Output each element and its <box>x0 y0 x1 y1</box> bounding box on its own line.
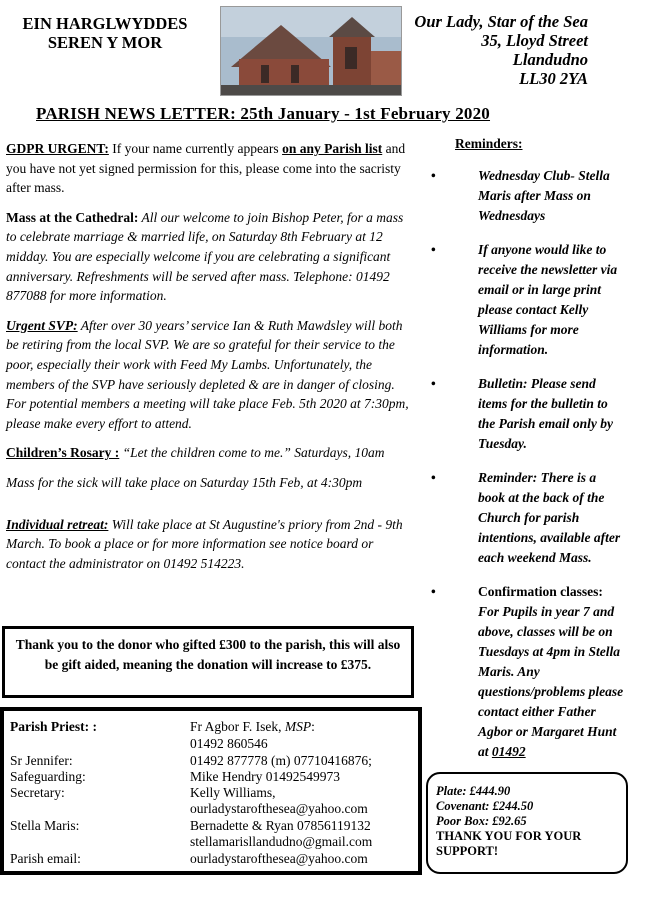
donor-thanks-box: Thank you to the donor who gifted £300 to the parish, this will also be gift aided, meaning the donation will increase to £375. <box>2 626 414 698</box>
safeguarding-value: Mike Hendry 01492549973 <box>190 769 340 784</box>
address-line1: Our Lady, Star of the Sea <box>414 12 588 31</box>
svp-article <box>6 316 416 434</box>
priest-value: Fr Agbor F. Isek, MSP: <box>190 719 315 734</box>
welsh-name-line1: EIN HARGLWYDDES <box>22 14 188 33</box>
reminder-item: • Wednesday Club- Stella Maris after Mass on Wednesdays <box>431 168 610 223</box>
gdpr-article <box>6 139 416 198</box>
cathedral-article <box>6 208 416 306</box>
address-line4: LL30 2YA <box>519 69 588 88</box>
welsh-name-line2: SEREN Y MOR <box>47 33 163 52</box>
sick-mass-article: Mass for the sick will take place on Saturday 15th Feb, at 4:30pm <box>6 474 363 490</box>
reminder-item: • Bulletin: Please send items for the bulletin to the Parish email only by Tuesday. <box>431 376 613 451</box>
newsletter-title: PARISH NEWS LETTER: 25th January - 1st February 2020 <box>36 104 491 123</box>
stella-maris-label: Stella Maris: <box>10 818 80 833</box>
priest-phone: 01492 860546 <box>190 736 268 751</box>
bullet-icon: • <box>431 376 436 391</box>
church-photo <box>220 6 402 96</box>
bullet-icon: • <box>431 168 436 183</box>
poor-box-collection: Poor Box: £92.65 <box>436 814 527 828</box>
retreat-heading: Individual retreat: <box>6 516 109 532</box>
welsh-parish-name <box>0 14 210 52</box>
collections-box <box>426 772 628 874</box>
covenant-collection: Covenant: £244.50 <box>436 799 534 813</box>
stella-maris-email[interactable]: stellamarisllandudno@gmail.com <box>190 834 373 849</box>
safeguarding-label: Safeguarding: <box>10 769 86 784</box>
priest-label: Parish Priest: : <box>10 719 97 734</box>
address-line3: Llandudno <box>512 50 588 69</box>
rosary-text: “Let the children come to me.” Saturdays, 10am <box>119 445 385 461</box>
rosary-article <box>6 443 416 463</box>
reminders-title: Reminders: <box>455 136 523 151</box>
svp-heading: Urgent SVP: <box>6 317 78 333</box>
confirmation-phone: 01492 <box>491 744 526 759</box>
parish-email-label: Parish email: <box>10 851 81 866</box>
retreat-text: Will take place at St Augustine's priory from 2nd - 9th March. To book a place or for more information see notice board or contact the administrator on 01492 514223. <box>6 516 403 571</box>
gdpr-text-c: and you have not yet signed permission for this, please come into the sacristy after mass. <box>6 141 406 196</box>
bullet-icon: • <box>431 242 436 257</box>
gdpr-text-a: If your name currently appears <box>108 141 283 156</box>
cathedral-heading: Mass at the Cathedral: <box>6 209 139 225</box>
reminders-list <box>428 166 624 776</box>
articles-column <box>6 139 416 583</box>
address-line2: 35, Lloyd Street <box>481 31 588 50</box>
jennifer-label: Sr Jennifer: <box>10 753 73 768</box>
reminder-item: • If anyone would like to receive the newsletter via email or in large print please contact Kelly Williams for more information. <box>431 242 618 357</box>
gdpr-heading: GDPR URGENT: <box>6 141 109 156</box>
retreat-article <box>6 515 416 574</box>
reminder-item-confirmation <box>428 582 624 762</box>
rosary-heading: Children’s Rosary : <box>6 445 120 461</box>
stella-maris-value: Bernadette & Ryan 07856119132 <box>190 818 371 833</box>
parish-contacts-box <box>0 707 422 875</box>
secretary-email[interactable]: ourladystarofthesea@yahoo.com <box>190 801 368 816</box>
support-thanks: THANK YOU FOR YOUR SUPPORT! <box>436 829 582 858</box>
confirmation-heading: Confirmation classes: <box>478 584 603 599</box>
cathedral-text: All our welcome to join Bishop Peter, for a mass to celebrate marriage & married life, on Saturday 8th February at 12 midday. You are especially welcome if you are celebrating a significant anniversary. Refreshments will be served after mass. Telephone: 01492 877088 for more information. <box>6 209 404 304</box>
svp-text: After over 30 years’ service Ian & Ruth Mawdsley will both be retiring from the local SVP. We are so grateful for their service to the poor, especially their work with Feed My Lambs. Unfortunately, the members of the SVP have seriously depleted & are in danger of closing. For potential members a meeting will take place Feb. 5th 2020 at 7:30pm, please make every effort to attend. <box>6 317 409 431</box>
bullet-icon: • <box>431 470 436 485</box>
plate-collection: Plate: £444.90 <box>436 784 511 798</box>
confirmation-text: For Pupils in year 7 and above, classes will be on Tuesdays at 4pm in Stella Maris. Any questions/problems please contact either Father Agbor or Margaret Hunt at <box>478 604 624 759</box>
parish-email-value[interactable]: ourladystarofthesea@yahoo.com <box>190 851 368 866</box>
secretary-value: Kelly Williams, <box>190 785 276 800</box>
gdpr-text-b: on any Parish list <box>282 141 383 156</box>
church-address <box>398 12 588 88</box>
reminder-item: • Reminder: There is a book at the back of the Church for parish intentions, available after each weekend Mass. <box>431 470 621 565</box>
bullet-icon: • <box>431 584 436 599</box>
secretary-label: Secretary: <box>10 785 65 800</box>
jennifer-value: 01492 877778 (m) 07710416876; <box>190 753 372 768</box>
